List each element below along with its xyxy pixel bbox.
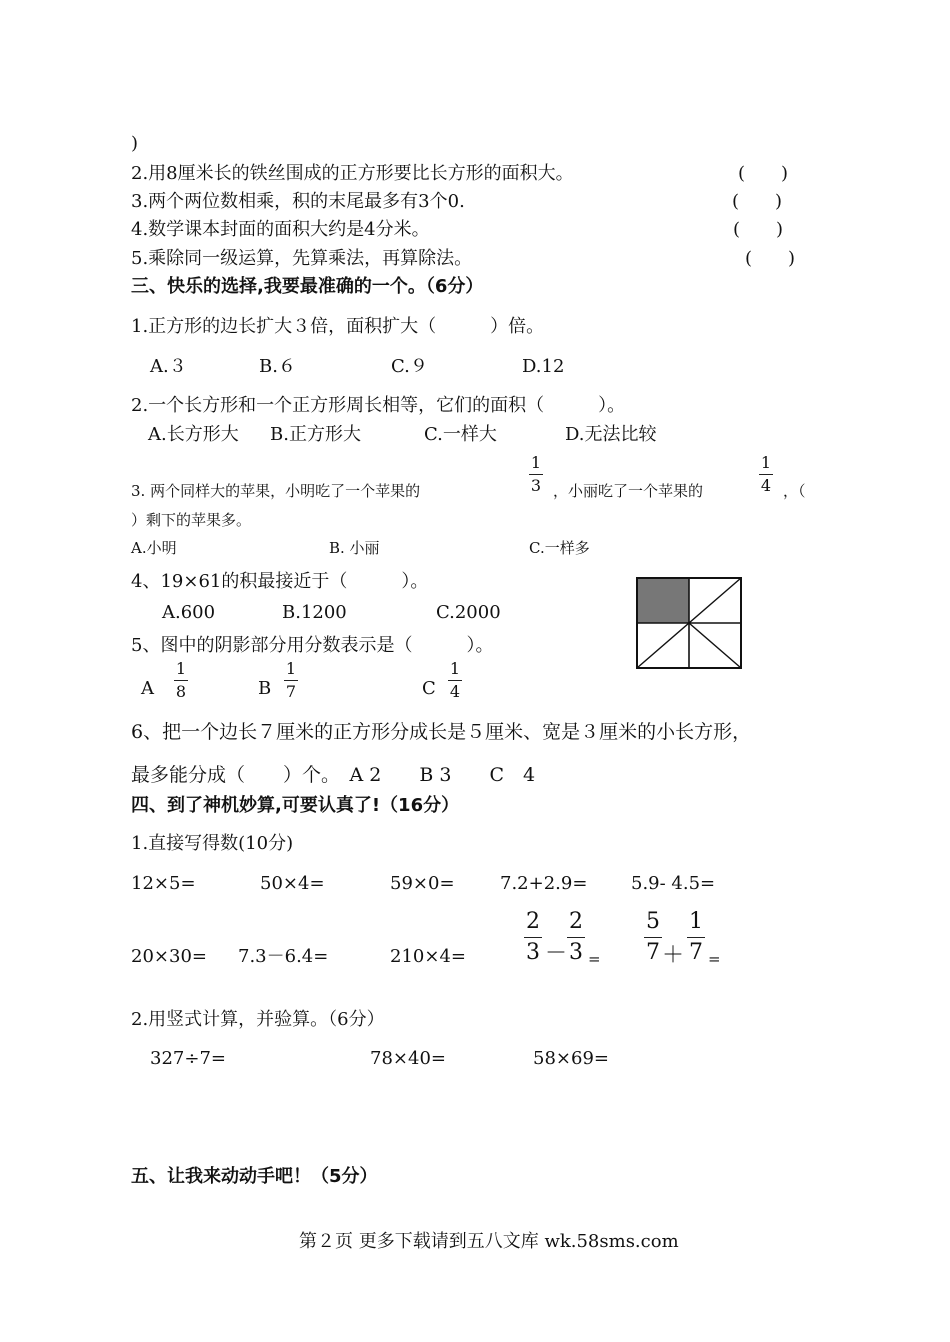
fraction-denominator: 3 <box>569 940 583 965</box>
fraction-calc-2-b <box>687 910 705 965</box>
fraction-denominator: 8 <box>175 682 187 701</box>
diagonal-line-2 <box>689 623 741 668</box>
fraction-numerator: 2 <box>569 909 583 934</box>
answer-paren-5: ( ) <box>745 248 796 269</box>
q5-option-b-label: B <box>258 678 272 699</box>
calc-item: 50×4= <box>260 873 325 894</box>
calc-item: 7.2+2.9= <box>500 873 588 894</box>
choice-question-4: 4、19×61的积最接近于（ ）。 <box>131 571 429 592</box>
q1-option-d: D.12 <box>522 356 565 377</box>
fraction-numerator: 1 <box>285 659 297 678</box>
q5-option-a-label: A <box>141 678 154 699</box>
true-false-item-3: 3.两个两位数相乘，积的末尾最多有3个0. <box>131 191 465 212</box>
vertical-calc-item: 78×40= <box>370 1048 446 1069</box>
answer-paren-2: ( ) <box>738 163 789 184</box>
vertical-calc-subheading: 2.用竖式计算，并验算。（6分） <box>131 1009 385 1030</box>
fraction-bar <box>644 937 662 938</box>
fraction-bar <box>284 680 298 681</box>
fraction-bar <box>567 937 585 938</box>
choice-question-3-prefix: 3. 两个同样大的苹果，小明吃了一个苹果的 <box>131 482 421 500</box>
fraction-bar <box>687 937 705 938</box>
q1-option-a: A.３ <box>150 356 187 377</box>
q4-option-a: A.600 <box>162 602 216 623</box>
true-false-item-2: 2.用8厘米长的铁丝围成的正方形要比长方形的面积大。 <box>131 163 574 184</box>
choice-question-5: 5、图中的阴影部分用分数表示是（ ）。 <box>131 635 494 656</box>
fraction-numerator: 1 <box>760 453 772 472</box>
q5-option-c-label: C <box>422 678 436 699</box>
q4-option-c: C.2000 <box>436 602 501 623</box>
fraction-bar <box>759 474 773 475</box>
fraction-denominator: 3 <box>526 940 540 965</box>
shaded-region <box>637 578 689 623</box>
choice-question-3-line2: ）剩下的苹果多。 <box>131 511 252 529</box>
fraction-denominator: 7 <box>646 940 660 965</box>
oral-calc-subheading: 1.直接写得数(10分) <box>131 833 294 854</box>
q2-option-c: C.一样大 <box>424 424 497 445</box>
fraction-bar <box>529 474 543 475</box>
q3-option-c: C.一样多 <box>529 539 590 557</box>
q2-option-a: A.长方形大 <box>148 424 239 445</box>
fraction-numerator: 1 <box>449 659 461 678</box>
q5-option-c-fraction <box>448 660 462 701</box>
q5-option-b-fraction <box>284 660 298 701</box>
fraction-calc-1-b <box>567 910 585 965</box>
calc-item: 5.9- 4.5= <box>631 873 716 894</box>
fraction-calc-1-a <box>524 910 542 965</box>
answer-paren-3: ( ) <box>732 191 783 212</box>
answer-paren-4: ( ) <box>733 219 784 240</box>
fraction-calc-2-equals: = <box>708 950 721 968</box>
calc-item: 20×30= <box>131 946 207 967</box>
fraction-bar <box>524 937 542 938</box>
page-footer: 第２页 更多下载请到五八文库 wk.58sms.com <box>299 1231 679 1252</box>
q2-option-b: B.正方形大 <box>270 424 361 445</box>
fraction-numerator: 1 <box>175 659 187 678</box>
section-heading-3: 三、快乐的选择,我要最准确的一个。（6分） <box>131 276 484 297</box>
fraction-numerator: 1 <box>689 909 703 934</box>
vertical-calc-item: 327÷7= <box>150 1048 226 1069</box>
calc-item: 7.3－6.4= <box>238 946 329 967</box>
fraction-numerator: 2 <box>526 909 540 934</box>
choice-question-3-middle: ，小丽吃了一个苹果的 <box>553 482 704 500</box>
q4-option-b: B.1200 <box>282 602 347 623</box>
vertical-calc-item: 58×69= <box>533 1048 609 1069</box>
fraction-denominator: 4 <box>449 682 461 701</box>
calc-item: 59×0= <box>390 873 455 894</box>
fraction-calc-2-operator: ＋ <box>662 943 685 968</box>
true-false-item-5: 5.乘除同一级运算，先算乘法，再算除法。 <box>131 248 473 269</box>
section-heading-5: 五、让我来动动手吧！（5分） <box>131 1166 378 1187</box>
choice-question-3-suffix: ，（ <box>783 482 806 500</box>
choice-question-2: 2.一个长方形和一个正方形周长相等，它们的面积（ ）。 <box>131 395 626 416</box>
fraction-numerator: 1 <box>530 453 542 472</box>
q5-option-a-fraction <box>174 660 188 701</box>
choice-question-1: 1.正方形的边长扩大３倍，面积扩大（ ）倍。 <box>131 316 545 337</box>
choice-question-6-line1: 6、把一个边长７厘米的正方形分成长是５厘米、宽是３厘米的小长方形， <box>131 721 752 743</box>
q1-option-b: B.６ <box>259 356 296 377</box>
fraction-denominator: 3 <box>530 476 542 495</box>
q3-fraction-1 <box>529 454 543 495</box>
choice-question-6-line2: 最多能分成（ ）个。 A 2 B 3 C 4 <box>131 764 536 786</box>
q3-fraction-2 <box>759 454 773 495</box>
shaded-square-figure <box>636 577 742 669</box>
fraction-denominator: 7 <box>689 940 703 965</box>
fraction-numerator: 5 <box>646 909 660 934</box>
section-heading-4: 四、到了神机妙算,可要认真了!（16分） <box>131 795 460 816</box>
true-false-item-4: 4.数学课本封面的面积大约是4分米。 <box>131 219 430 240</box>
q3-option-a: A.小明 <box>131 539 177 557</box>
fraction-calc-1-operator: － <box>545 941 568 966</box>
fraction-denominator: 4 <box>760 476 772 495</box>
fraction-bar <box>174 680 188 681</box>
fraction-denominator: 7 <box>285 682 297 701</box>
fraction-bar <box>448 680 462 681</box>
lead-paren: ) <box>131 133 139 154</box>
q2-option-d: D.无法比较 <box>565 424 657 445</box>
q1-option-c: C.９ <box>391 356 428 377</box>
q3-option-b: B. 小丽 <box>329 539 380 557</box>
fraction-calc-2-a <box>644 910 662 965</box>
fraction-calc-1-equals: = <box>588 950 601 968</box>
calc-item: 210×4= <box>390 946 466 967</box>
calc-item: 12×5= <box>131 873 196 894</box>
